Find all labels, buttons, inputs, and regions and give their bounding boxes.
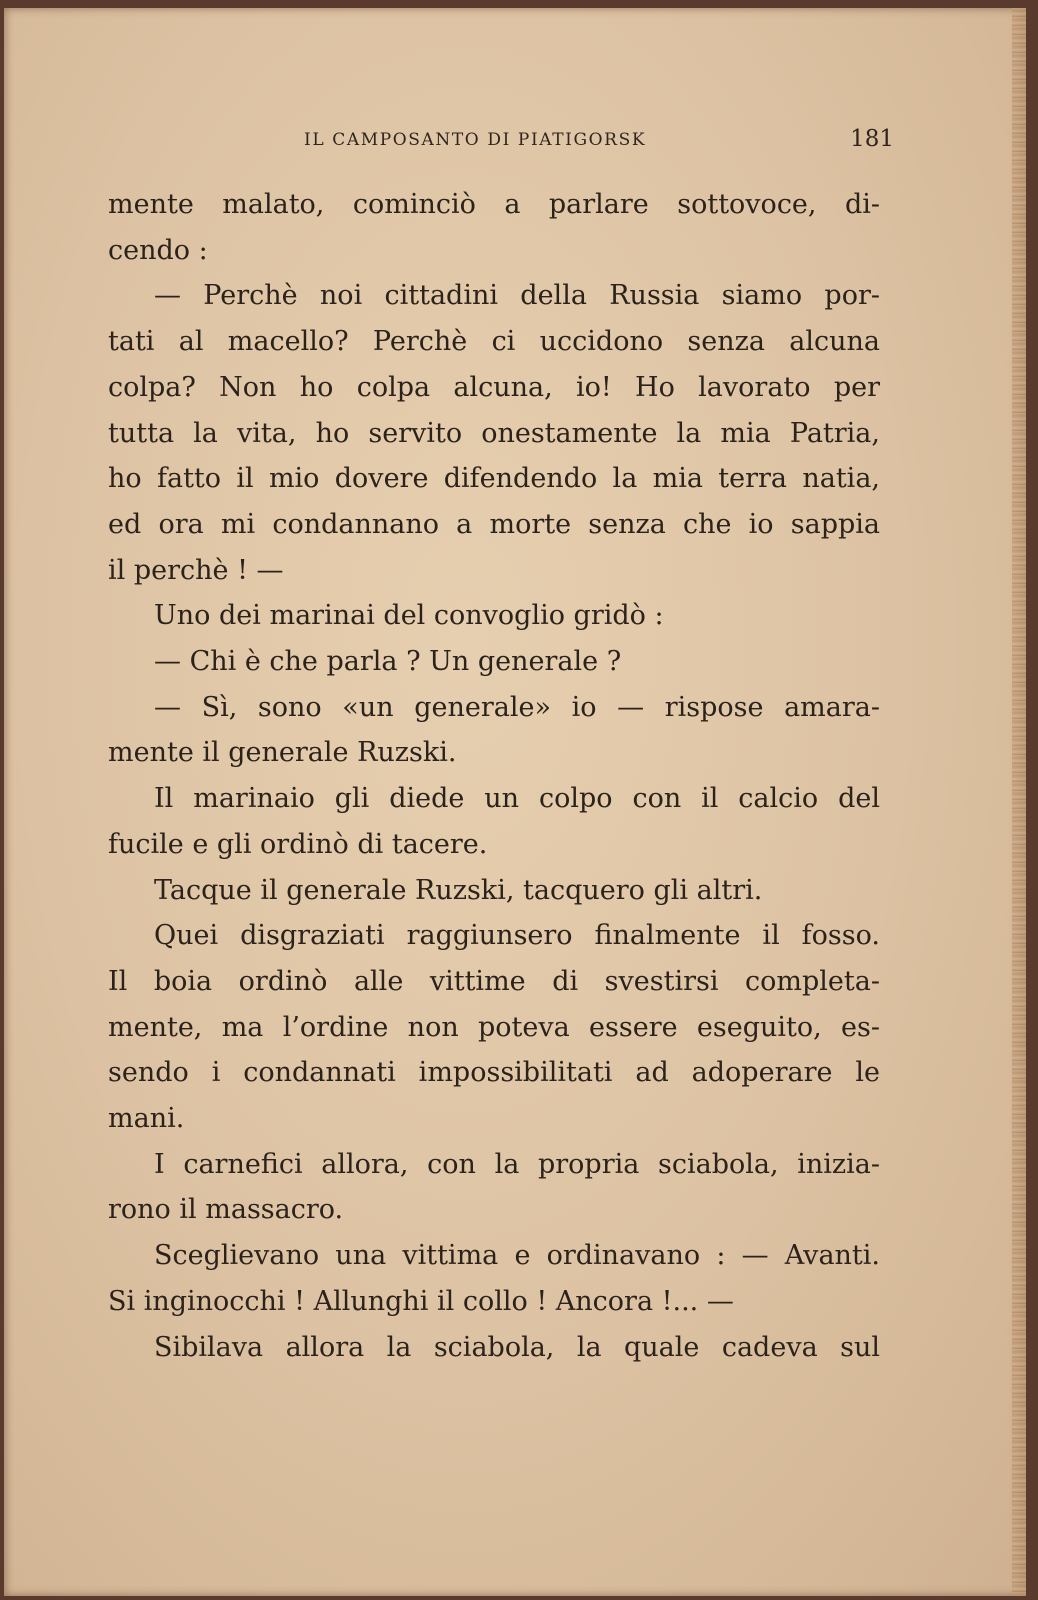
text-line: ho fatto il mio dovere difendendo la mia terra natia, [108,463,880,495]
text-line: Quei disgraziati raggiunsero finalmente il fosso. [154,920,880,952]
text-line: cendo : [108,234,208,266]
text-line: Tacque il generale Ruzski, tacquero gli altri. [154,874,763,906]
text-line: Sibilava allora la sciabola, la quale cadeva sul [154,1331,880,1363]
book-page [4,8,1026,1596]
running-title: IL CAMPOSANTO DI PIATIGORSK [304,130,647,150]
text-line: Uno dei marinai del convoglio gridò : [154,600,664,632]
text-line: mente, ma l’ordine non poteva essere eseguito, es- [108,1011,880,1043]
text-line: ed ora mi condannano a morte senza che io sappia [108,508,880,540]
page-edge [1012,8,1026,1596]
text-line: sendo i condannati impossibilitati ad adoperare le [108,1057,880,1089]
text-line: — Sì, sono «un generale» io — rispose amara- [154,691,880,723]
text-line: mente il generale Ruzski. [108,737,457,769]
text-line: Il marinaio gli diede un colpo con il calcio del [154,783,880,815]
text-line: Il boia ordinò alle vittime di svestirsi completa- [108,965,880,997]
text-line: il perchè ! — [108,554,284,586]
running-head [104,126,894,156]
text-line: colpa? Non ho colpa alcuna, io! Ho lavorato per [108,371,880,403]
text-line: Si inginocchi ! Allunghi il collo ! Ancora !... — [108,1285,734,1317]
body-text [108,182,880,1370]
page-number: 181 [850,126,894,152]
text-line: fucile e gli ordinò di tacere. [108,828,488,860]
text-line: tutta la vita, ho servito onestamente la mia Patria, [108,417,880,449]
text-line: mani. [108,1103,185,1135]
text-line: — Perchè noi cittadini della Russia siamo por- [154,280,880,312]
text-line: — Chi è che parla ? Un generale ? [154,646,622,678]
text-line: I carnefici allora, con la propria sciabola, inizia- [154,1148,880,1180]
text-line: Sceglievano una vittima e ordinavano : — Avanti. [154,1240,880,1272]
text-line: rono il massacro. [108,1194,344,1226]
text-line: mente malato, cominciò a parlare sottovoce, di- [108,189,880,220]
text-line: tati al macello? Perchè ci uccidono senza alcuna [108,326,880,358]
